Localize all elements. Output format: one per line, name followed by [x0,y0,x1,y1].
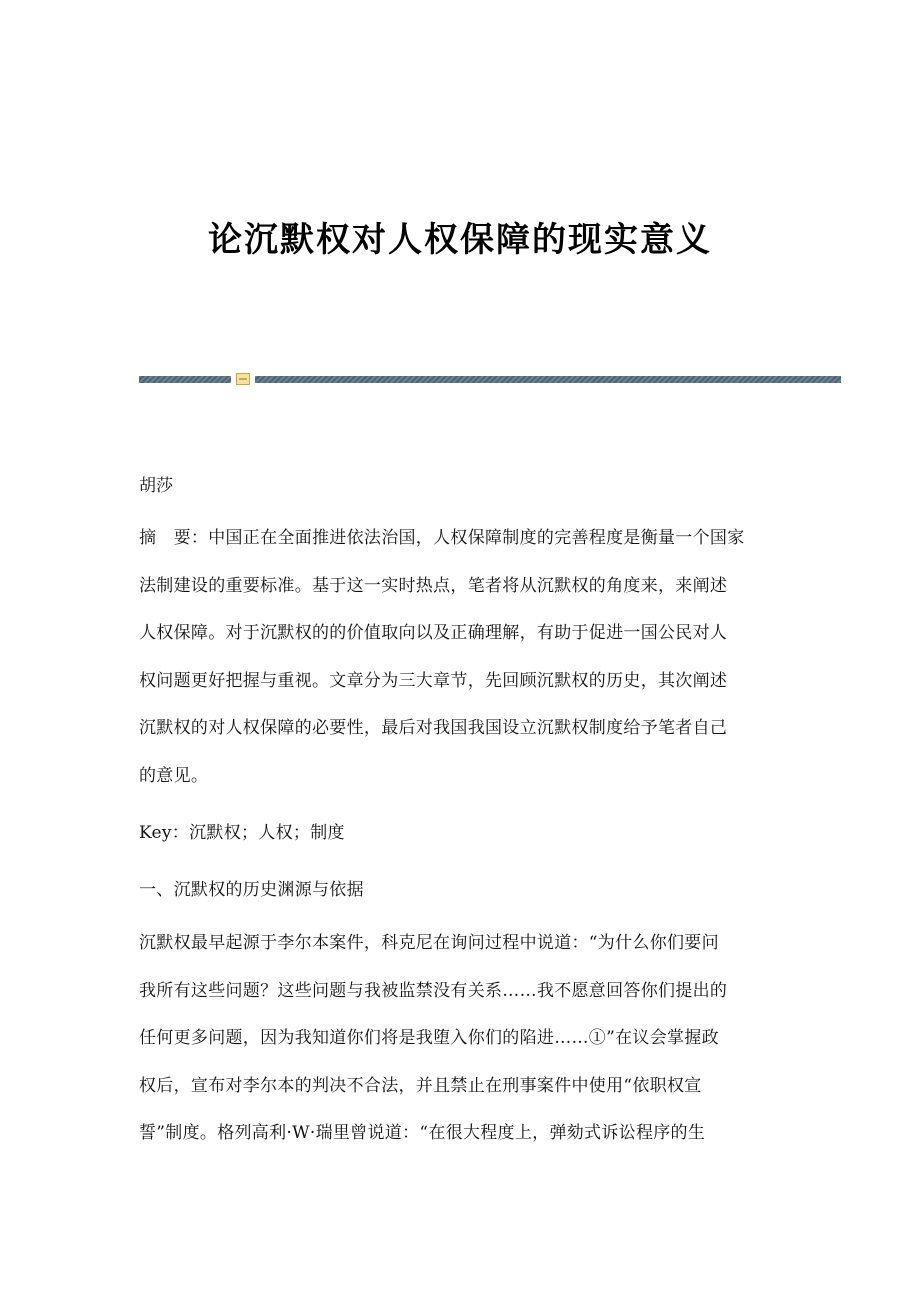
envelope-icon [236,373,250,385]
title-divider [139,373,841,385]
author-name: 胡莎 [139,476,173,496]
body-paragraph [139,920,784,1158]
body-line: 我所有这些问题？这些问题与我被监禁没有关系……我不愿意回答你们提出的 [139,980,728,1001]
body-line: 权后，宣布对李尔本的判决不合法，并且禁止在刑事案件中使用“依职权宣 [139,1075,702,1096]
keywords-line: Key：沉默权；人权；制度 [139,823,345,843]
section-heading: 一、沉默权的历史渊源与依据 [139,880,364,900]
divider-bar-left [139,376,231,383]
body-line: 誓”制度。格列高利·W·瑞里曾说道：“在很大程度上，弹劾式诉讼程序的生 [139,1123,706,1143]
abstract-paragraph [139,515,784,800]
body-line: 任何更多问题，因为我知道你们将是我堕入你们的陷进……①”在议会掌握政 [139,1028,719,1048]
divider-bar-right [255,376,841,383]
abstract-line: 沉默权的对人权保障的必要性，最后对我国我国设立沉默权制度给予笔者自己 [139,718,728,738]
abstract-line: 人权保障。对于沉默权的的价值取向以及正确理解，有助于促进一国公民对人 [139,623,728,643]
document-title: 论沉默权对人权保障的现实意义 [208,220,712,260]
abstract-line: 摘 要：中国正在全面推进依法治国，人权保障制度的完善程度是衡量一个国家 [139,528,745,548]
body-line: 沉默权最早起源于李尔本案件，科克尼在询问过程中说道：“为什么你们要问 [139,933,719,953]
abstract-line: 的意见。 [139,765,209,786]
abstract-line: 法制建设的重要标准。基于这一实时热点，笔者将从沉默权的角度来，来阐述 [139,575,728,596]
abstract-line: 权问题更好把握与重视。文章分为三大章节，先回顾沉默权的历史，其次阐述 [139,670,728,691]
